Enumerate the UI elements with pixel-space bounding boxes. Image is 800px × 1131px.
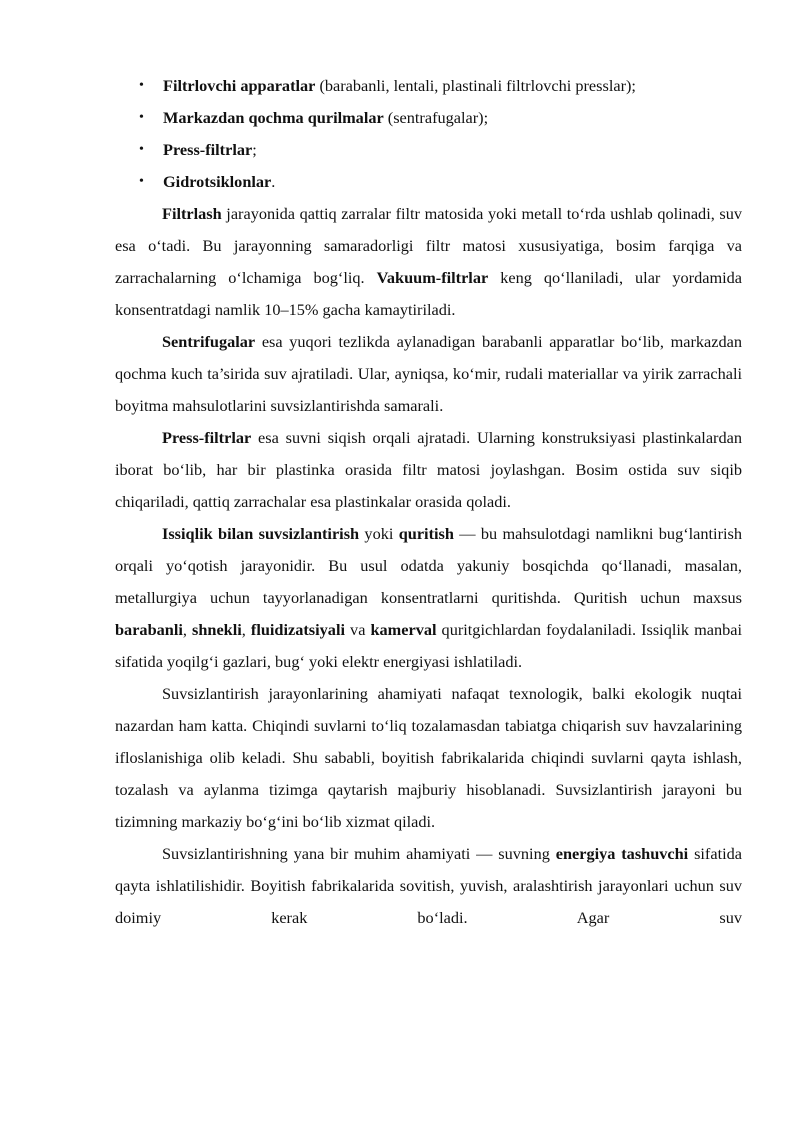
paragraph-energy bbox=[115, 838, 742, 934]
paragraph-text: quritgichlardan foydalaniladi. Issiqlik manbai sifatida yoqilg‘i gazlari, bug‘ yoki elektr energiyasi ishlatiladi. bbox=[115, 620, 743, 671]
paragraph-text: yoki bbox=[359, 524, 399, 543]
term-energiya-tashuvchi: energiya tashuvchi bbox=[555, 844, 689, 863]
paragraph-text: keng qo‘llaniladi, ular yordamida konsentratdagi namlik 10–15% gacha kamaytiriladi. bbox=[115, 268, 742, 319]
list-item-text: ; bbox=[252, 140, 257, 159]
paragraph-text: Suvsizlantirishning yana bir muhim ahamiyati — suvning bbox=[162, 844, 556, 863]
term-barabanli: barabanli bbox=[115, 620, 183, 639]
term-filtrlash: Filtrlash bbox=[162, 204, 222, 223]
paragraph-text: esa suvni siqish orqali ajratadi. Ularning konstruksiyasi plastinkalardan iborat bo‘lib, har bir plastinka orasida filtr matosi joylashgan. Bosim ostida suv siqib chiqariladi, qattiq zarrachalar esa plastinkalar orasida qoladi. bbox=[115, 428, 742, 511]
paragraph-text: va bbox=[345, 620, 371, 639]
list-item bbox=[115, 102, 742, 134]
term-vakuum-filtrlar: Vakuum-filtrlar bbox=[376, 268, 489, 287]
list-item-term: Markazdan qochma qurilmalar bbox=[163, 108, 384, 127]
paragraph-press-filters bbox=[115, 422, 742, 518]
list-item bbox=[115, 70, 742, 102]
term-kamerval: kamerval bbox=[370, 620, 437, 639]
list-item-term: Press-filtrlar bbox=[163, 140, 253, 159]
list-item-term: Filtrlovchi apparatlar bbox=[163, 76, 316, 95]
paragraph-text: jarayonida qattiq zarralar filtr matosida yoki metall to‘rda ushlab qolinadi, suv esa o‘tadi. Bu jarayonning samaradorligi filtr matosi xususiyatiga, bosim farqiga va zarrachalarning o‘lchamiga bog‘liq. bbox=[115, 204, 742, 287]
paragraph-text: esa yuqori tezlikda aylanadigan barabanli apparatlar bo‘lib, markazdan qochma kuch ta’sirida suv ajratiladi. Ular, ayniqsa, ko‘mir, rudali materiallar va yirik zarrachali boyitma mahsulotlarini suvsizlantirishda samarali. bbox=[115, 332, 742, 415]
paragraph-filtration bbox=[115, 198, 742, 326]
paragraph-text: — bu mahsulotdagi namlikni bug‘lantirish orqali yo‘qotish jarayonidir. Bu usul odatda yakuniy bosqichda qo‘llanadi, masalan, metallurgiya uchun tayyorlanadigan konsentratlarni quritishda. Quritish uchun maxsus bbox=[115, 524, 742, 607]
bullet-icon: • bbox=[139, 174, 144, 189]
term-shnekli: shnekli bbox=[192, 620, 242, 639]
term-issiqlik: Issiqlik bilan suvsizlantirish bbox=[162, 524, 360, 543]
list-item bbox=[115, 134, 742, 166]
term-quritish: quritish bbox=[398, 524, 454, 543]
document-page bbox=[115, 70, 742, 934]
paragraph-thermal-drying bbox=[115, 518, 742, 678]
paragraph-text: , bbox=[241, 620, 251, 639]
bullet-icon: • bbox=[139, 110, 144, 125]
bullet-icon: • bbox=[139, 78, 144, 93]
list-item-text: (sentrafugalar); bbox=[383, 108, 489, 127]
list-item-text: (barabanli, lentali, plastinali filtrlovchi presslar); bbox=[315, 76, 636, 95]
equipment-list bbox=[115, 70, 742, 198]
term-press-filtrlar: Press-filtrlar bbox=[162, 428, 252, 447]
paragraph-text: sifatida qayta ishlatilishidir. Boyitish fabrikalarida sovitish, yuvish, aralashtirish jarayonlari uchun suv doimiy kerak bo‘ladi. Agar suv bbox=[115, 844, 742, 927]
list-item-text: . bbox=[271, 172, 276, 191]
bullet-icon: • bbox=[139, 142, 144, 157]
term-fluidizatsiyali: fluidizatsiyali bbox=[250, 620, 345, 639]
list-item bbox=[115, 166, 742, 198]
list-item-term: Gidrotsiklonlar bbox=[163, 172, 272, 191]
term-sentrifugalar: Sentrifugalar bbox=[162, 332, 256, 351]
paragraph-text: Suvsizlantirish jarayonlarining ahamiyati nafaqat texnologik, balki ekologik nuqtai nazardan ham katta. Chiqindi suvlarni to‘liq tozalamasdan tabiatga chiqarish suv havzalarining ifloslanishiga olib keladi. Shu sababli, boyitish fabrikalarida chiqindi suvlarni qayta ishlash, tozalash va aylanma tizimga qaytarish majburiy hisoblanadi. Suvsizlantirish jarayoni bu tizimning markaziy bo‘g‘ini bo‘lib xizmat qiladi. bbox=[115, 684, 742, 831]
paragraph-text: , bbox=[182, 620, 192, 639]
paragraph-centrifuges bbox=[115, 326, 742, 422]
paragraph-ecology bbox=[115, 678, 742, 838]
